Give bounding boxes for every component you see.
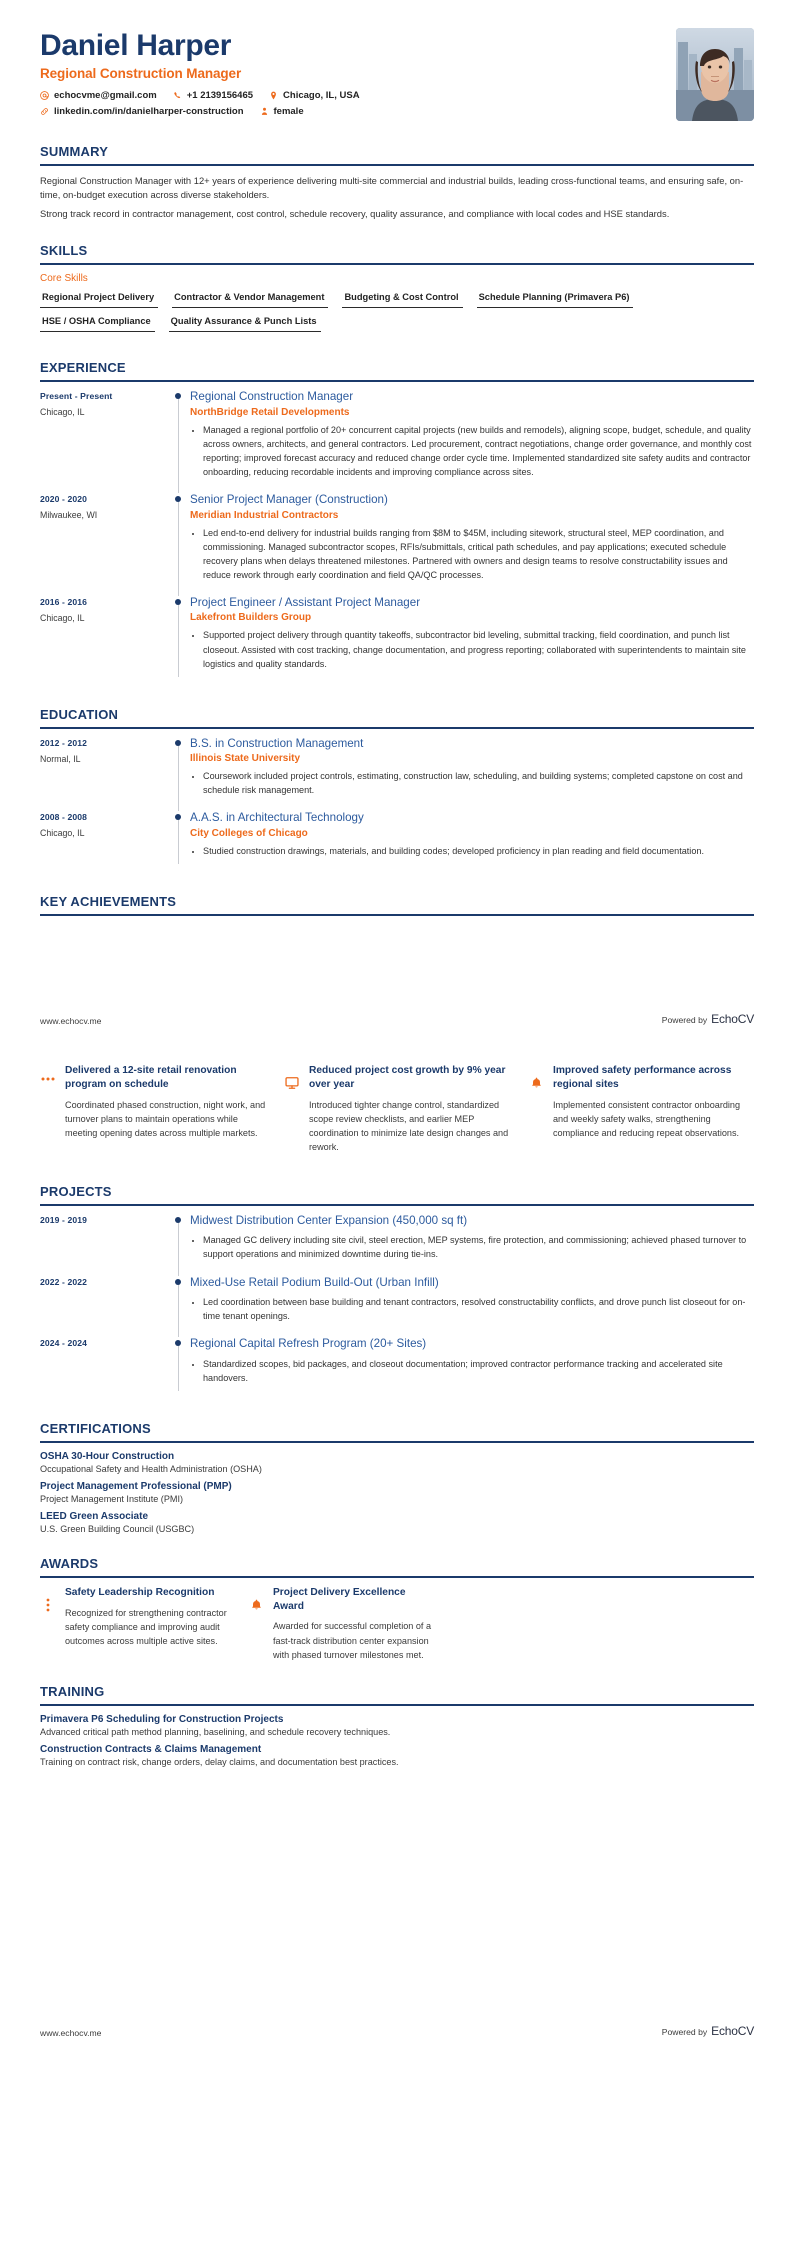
achievement-title: Delivered a 12-site retail renovation program on schedule xyxy=(65,1064,237,1090)
candidate-name: Daniel Harper xyxy=(40,29,232,62)
timeline-dot xyxy=(175,814,181,820)
skills-category-label: Core Skills xyxy=(40,273,88,285)
timeline-rail xyxy=(168,1214,190,1276)
entry-organization: Illinois State University xyxy=(190,753,301,765)
summary-heading: SUMMARY xyxy=(40,144,754,166)
entry-meta xyxy=(40,737,168,812)
entry-title: Regional Construction Manager xyxy=(190,390,354,404)
entry-bullets xyxy=(190,844,754,858)
achievement-card xyxy=(528,1064,754,1154)
training-title: Construction Contracts & Claims Management xyxy=(40,1743,262,1755)
awards-cards xyxy=(40,1586,754,1662)
entry-meta xyxy=(40,596,168,685)
entry-body xyxy=(190,1337,754,1399)
timeline-rail xyxy=(168,1337,190,1399)
entry-location: Chicago, IL xyxy=(40,407,85,418)
section-education xyxy=(40,707,754,872)
section-key-achievements xyxy=(40,894,754,916)
certification-item xyxy=(40,1451,754,1474)
achievement-text xyxy=(65,1064,266,1140)
experience-heading: EXPERIENCE xyxy=(40,360,754,382)
contact-location-value: Chicago, IL, USA xyxy=(283,89,360,101)
skills-heading: SKILLS xyxy=(40,243,754,265)
header-left xyxy=(40,26,676,122)
award-title: Project Delivery Excellence Award xyxy=(273,1586,406,1612)
certification-title: Project Management Professional (PMP) xyxy=(40,1480,232,1492)
certification-item xyxy=(40,1481,754,1504)
contact-row-primary xyxy=(40,90,676,101)
timeline-rail xyxy=(168,596,190,685)
award-title: Safety Leadership Recognition xyxy=(65,1586,215,1598)
section-training xyxy=(40,1684,754,1767)
award-card xyxy=(248,1586,438,1662)
entry-date: 2019 - 2019 xyxy=(40,1214,87,1225)
entry-bullet: • Led coordination between base building and tenant contractors, resolved constructability conflicts, and drove punch list closeout for on-time tenant openings. xyxy=(203,1295,754,1323)
section-projects xyxy=(40,1184,754,1399)
resume-header xyxy=(40,0,754,122)
contact-location xyxy=(269,90,360,101)
entry-body xyxy=(190,596,754,685)
certification-issuer: Occupational Safety and Health Administration (OSHA) xyxy=(40,1463,262,1474)
entry-bullet: • Coursework included project controls, estimating, construction law, scheduling, and building systems; completed capstone on cost and schedule risk management. xyxy=(203,769,754,797)
achievement-text xyxy=(553,1064,754,1140)
achievement-description: Implemented consistent contractor onboarding and weekly safety walks, strengthening compliance and reducing repeat observations. xyxy=(553,1099,741,1138)
email-icon xyxy=(40,91,49,100)
entry-organization: NorthBridge Retail Developments xyxy=(190,406,350,418)
education-entry xyxy=(40,737,754,812)
certification-title: LEED Green Associate xyxy=(40,1510,149,1522)
certification-issuer: U.S. Green Building Council (USGBC) xyxy=(40,1523,195,1534)
page-footer-1 xyxy=(40,1012,754,1028)
bell-icon xyxy=(528,1064,544,1090)
achievement-title: Improved safety performance across regional sites xyxy=(553,1064,732,1090)
project-entry xyxy=(40,1214,754,1276)
link-icon xyxy=(40,107,49,116)
achievement-description: Introduced tighter change control, standardized scope review checklists, and earlier MEP coordination to minimize late design changes and rework. xyxy=(309,1099,509,1152)
experience-entry xyxy=(40,390,754,493)
contact-gender xyxy=(260,106,304,117)
entry-organization: City Colleges of Chicago xyxy=(190,827,308,839)
phone-icon xyxy=(173,91,182,100)
awards-heading: AWARDS xyxy=(40,1556,754,1578)
achievement-card xyxy=(284,1064,510,1154)
entry-title: A.A.S. in Architectural Technology xyxy=(190,811,364,825)
summary-paragraph-1: Regional Construction Manager with 12+ years of experience delivering multi-site commercial and industrial builds, leading cross-functional teams, and ensuring safe, on-time, on-budget execution across diverse stakeholders. xyxy=(40,174,744,201)
entry-bullets xyxy=(190,769,754,797)
entry-location: Chicago, IL xyxy=(40,828,85,839)
avatar xyxy=(676,28,754,121)
timeline-dot xyxy=(175,1279,181,1285)
entry-date: 2020 - 2020 xyxy=(40,494,87,505)
entry-bullet: • Managed GC delivery including site civil, steel erection, MEP systems, fire protection, and commissioning; achieved phased turnover to support operations and minimized downtime during tie-ins. xyxy=(203,1233,754,1261)
certification-title: OSHA 30-Hour Construction xyxy=(40,1450,175,1462)
skill-chip: Budgeting & Cost Control xyxy=(342,290,462,308)
timeline-dot xyxy=(175,496,181,502)
entry-meta xyxy=(40,1276,168,1338)
certification-item xyxy=(40,1511,754,1534)
timeline-rail xyxy=(168,493,190,596)
contact-email-value: echocvme@gmail.com xyxy=(54,89,157,101)
entry-location: Milwaukee, WI xyxy=(40,510,98,521)
timeline-rail xyxy=(168,390,190,493)
entry-body xyxy=(190,493,754,596)
entry-bullet: • Managed a regional portfolio of 20+ concurrent capital projects (new builds and remodels), aligning scope, budget, schedule, and quality across owners, architects, and general contractors. Led procurement, contract negotiations, change order governance, and monthly cost reporting; improved forecast accuracy and reduced change order cycle time. Implemented standardized site safety audits and contractor onboarding, reducing recordable incidents and improving compliance across sites. xyxy=(203,423,754,479)
footer-website[interactable]: www.echocv.me xyxy=(40,1015,102,1026)
footer-powered-by xyxy=(662,1012,754,1026)
entry-bullet: • Supported project delivery through quantity takeoffs, subcontractor bid leveling, submittal tracking, field coordination, and punch list closeout. Assisted with cost tracking, change documentation, and progress reporting; collaborated with superintendents to maintain site logistics and quality standards. xyxy=(203,628,754,670)
entry-date: 2016 - 2016 xyxy=(40,596,87,607)
dots-vertical-icon xyxy=(40,1586,56,1612)
person-icon xyxy=(260,107,269,116)
section-summary xyxy=(40,144,754,222)
training-item xyxy=(40,1714,754,1737)
entry-location: Chicago, IL xyxy=(40,612,85,623)
timeline-dot xyxy=(175,740,181,746)
contact-linkedin[interactable] xyxy=(40,106,244,117)
dots-icon xyxy=(40,1064,56,1082)
skill-chip: Contractor & Vendor Management xyxy=(172,290,328,308)
skill-chip: Schedule Planning (Primavera P6) xyxy=(477,290,634,308)
entry-bullets xyxy=(190,526,754,582)
avatar-image xyxy=(676,28,754,121)
achievement-card xyxy=(40,1064,266,1154)
skill-chip: Regional Project Delivery xyxy=(40,290,158,308)
entry-meta xyxy=(40,390,168,493)
entry-date: 2024 - 2024 xyxy=(40,1338,87,1349)
entry-title: B.S. in Construction Management xyxy=(190,736,364,750)
certifications-heading: CERTIFICATIONS xyxy=(40,1421,754,1443)
key-achievements-cards xyxy=(40,1064,754,1154)
bottom-spacer xyxy=(40,1774,754,2024)
entry-body xyxy=(190,1276,754,1338)
contact-row-secondary xyxy=(40,106,676,117)
entry-organization: Meridian Industrial Contractors xyxy=(190,509,339,521)
entry-title: Regional Capital Refresh Program (20+ Sites) xyxy=(190,1337,427,1351)
projects-heading: PROJECTS xyxy=(40,1184,754,1206)
entry-bullet: • Studied construction drawings, materials, and building codes; developed proficiency in plan reading and field documentation. xyxy=(203,844,754,858)
entry-meta xyxy=(40,493,168,596)
award-text xyxy=(65,1586,230,1648)
awards-spacer xyxy=(456,1586,754,1662)
location-icon xyxy=(269,91,278,100)
award-text xyxy=(273,1586,438,1662)
footer-brand: EchoCV xyxy=(711,1011,754,1026)
award-description: Recognized for strengthening contractor safety compliance and improving audit outcomes across multiple active sites. xyxy=(65,1607,227,1646)
section-experience xyxy=(40,360,754,684)
award-card xyxy=(40,1586,230,1662)
entry-date: 2008 - 2008 xyxy=(40,812,87,823)
entry-meta xyxy=(40,811,168,872)
training-description: Training on contract risk, change orders, delay claims, and documentation best practices. xyxy=(40,1756,399,1767)
entry-title: Project Engineer / Assistant Project Manager xyxy=(190,595,421,609)
achievement-description: Coordinated phased construction, night work, and turnover plans to maintain operations while meeting opening dates across multiple markets. xyxy=(65,1099,266,1138)
entry-organization: Lakefront Builders Group xyxy=(190,612,312,624)
training-description: Advanced critical path method planning, baselining, and schedule recovery techniques. xyxy=(40,1726,391,1737)
experience-entry xyxy=(40,493,754,596)
entry-body xyxy=(190,811,754,872)
section-certifications xyxy=(40,1421,754,1534)
contact-phone[interactable] xyxy=(173,90,253,101)
skills-list xyxy=(40,290,754,338)
entry-date: 2022 - 2022 xyxy=(40,1276,87,1287)
entry-meta xyxy=(40,1214,168,1276)
footer-brand: EchoCV xyxy=(711,2023,754,2038)
contact-phone-value: +1 2139156465 xyxy=(186,89,254,101)
entry-bullets xyxy=(190,1295,754,1323)
achievement-text xyxy=(309,1064,510,1154)
page-break-spacer xyxy=(40,924,754,982)
skill-chip: Quality Assurance & Punch Lists xyxy=(169,314,321,332)
achievement-title: Reduced project cost growth by 9% year over year xyxy=(309,1064,506,1090)
bell-icon xyxy=(248,1586,264,1612)
entry-bullets xyxy=(190,1233,754,1261)
contact-gender-value: female xyxy=(273,105,304,117)
timeline-rail xyxy=(168,811,190,872)
entry-title: Mixed-Use Retail Podium Build-Out (Urban Infill) xyxy=(190,1275,439,1289)
award-description: Awarded for successful completion of a fast-track distribution center expansion with phased turnover milestones met. xyxy=(273,1621,432,1660)
timeline-rail xyxy=(168,737,190,812)
skill-chip: HSE / OSHA Compliance xyxy=(40,314,155,332)
section-skills xyxy=(40,243,754,338)
entry-body xyxy=(190,737,754,812)
footer-powered-by xyxy=(662,2024,754,2038)
entry-bullet: • Standardized scopes, bid packages, and closeout documentation; improved contractor performance tracking and accelerated site handovers. xyxy=(203,1357,754,1385)
entry-title: Midwest Distribution Center Expansion (450,000 sq ft) xyxy=(190,1213,468,1227)
entry-date: Present - Present xyxy=(40,391,113,402)
entry-bullets xyxy=(190,1357,754,1385)
key-achievements-heading: KEY ACHIEVEMENTS xyxy=(40,894,754,916)
footer-website[interactable]: www.echocv.me xyxy=(40,2027,102,2038)
section-awards xyxy=(40,1556,754,1662)
entry-location: Normal, IL xyxy=(40,753,81,764)
summary-paragraph-2: Strong track record in contractor management, cost control, schedule recovery, quality assurance, and compliance with local codes and HSE standards. xyxy=(40,207,670,219)
project-entry xyxy=(40,1337,754,1399)
education-heading: EDUCATION xyxy=(40,707,754,729)
contact-email[interactable] xyxy=(40,90,157,101)
entry-body xyxy=(190,390,754,493)
entry-meta xyxy=(40,1337,168,1399)
footer-powered-label: Powered by xyxy=(661,1014,708,1025)
timeline-rail xyxy=(168,1276,190,1338)
timeline-dot xyxy=(175,1217,181,1223)
entry-date: 2012 - 2012 xyxy=(40,737,87,748)
project-entry xyxy=(40,1276,754,1338)
entry-body xyxy=(190,1214,754,1276)
monitor-icon xyxy=(284,1064,300,1090)
education-entry xyxy=(40,811,754,872)
page-footer-2 xyxy=(40,2024,754,2040)
entry-bullets xyxy=(190,423,754,479)
certification-issuer: Project Management Institute (PMI) xyxy=(40,1493,184,1504)
timeline-dot xyxy=(175,599,181,605)
training-item xyxy=(40,1744,754,1767)
footer-powered-label: Powered by xyxy=(661,2026,708,2037)
training-heading: TRAINING xyxy=(40,1684,754,1706)
timeline-dot xyxy=(175,393,181,399)
training-title: Primavera P6 Scheduling for Construction Projects xyxy=(40,1713,284,1725)
entry-bullet: • Led end-to-end delivery for industrial builds ranging from $8M to $45M, including sitework, structural steel, MEP coordination, and commissioning. Managed subcontractor scopes, RFIs/submittals, critical path schedules, and pay applications; executed schedule recovery plans when delays threatened milestones. Partnered with owners and design teams to resolve constructability issues and reduce rework through early coordination and field QA/QC processes. xyxy=(203,526,754,582)
entry-title: Senior Project Manager (Construction) xyxy=(190,493,388,507)
candidate-job-title: Regional Construction Manager xyxy=(40,65,242,81)
entry-bullets xyxy=(190,628,754,670)
contact-linkedin-value: linkedin.com/in/danielharper-construction xyxy=(54,105,244,117)
experience-entry xyxy=(40,596,754,685)
timeline-dot xyxy=(175,1340,181,1346)
